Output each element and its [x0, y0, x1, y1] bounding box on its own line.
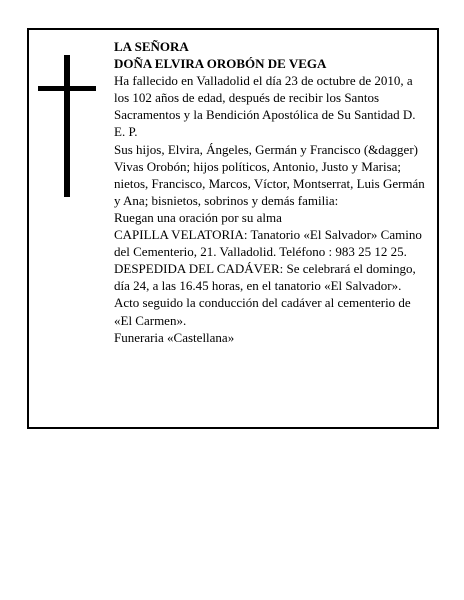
death-announcement: Ha fallecido en Valladolid el día 23 de octubre de 2010, a los 102 años de edad, después de recibir los Santos Sacramentos y la Bendición Apostólica de Su Santidad D. E. P.: [114, 73, 416, 140]
farewell-info: DESPEDIDA DEL CADÁVER: Se celebrará el domingo, día 24, a las 16.45 horas, en el tanatorio «El Salvador». Acto seguido la conducción del cadáver al cementerio de «El Carmen».: [114, 261, 416, 328]
funeral-home: Funeraria «Castellana»: [114, 329, 235, 345]
obituary-text: [114, 38, 428, 346]
prayer-request: Ruegan una oración por su alma: [114, 209, 282, 225]
cross-vertical-bar: [64, 55, 70, 197]
cross-horizontal-bar: [38, 86, 96, 91]
notice-heading: LA SEÑORA: [114, 39, 189, 54]
deceased-name: DOÑA ELVIRA OROBÓN DE VEGA: [114, 56, 327, 72]
family-members: Sus hijos, Elvira, Ángeles, Germán y Francisco (&dagger) Vivas Orobón; hijos políticos, Antonio, Justo y Marisa; nietos, Francisco, Marcos, Víctor, Montserrat, Luis Germán y Ana; bisnietos, sobrinos y demás familia:: [114, 141, 425, 208]
chapel-info: CAPILLA VELATORIA: Tanatorio «El Salvador» Camino del Cementerio, 21. Valladolid. Teléfono : 983 25 12 25.: [114, 227, 422, 260]
